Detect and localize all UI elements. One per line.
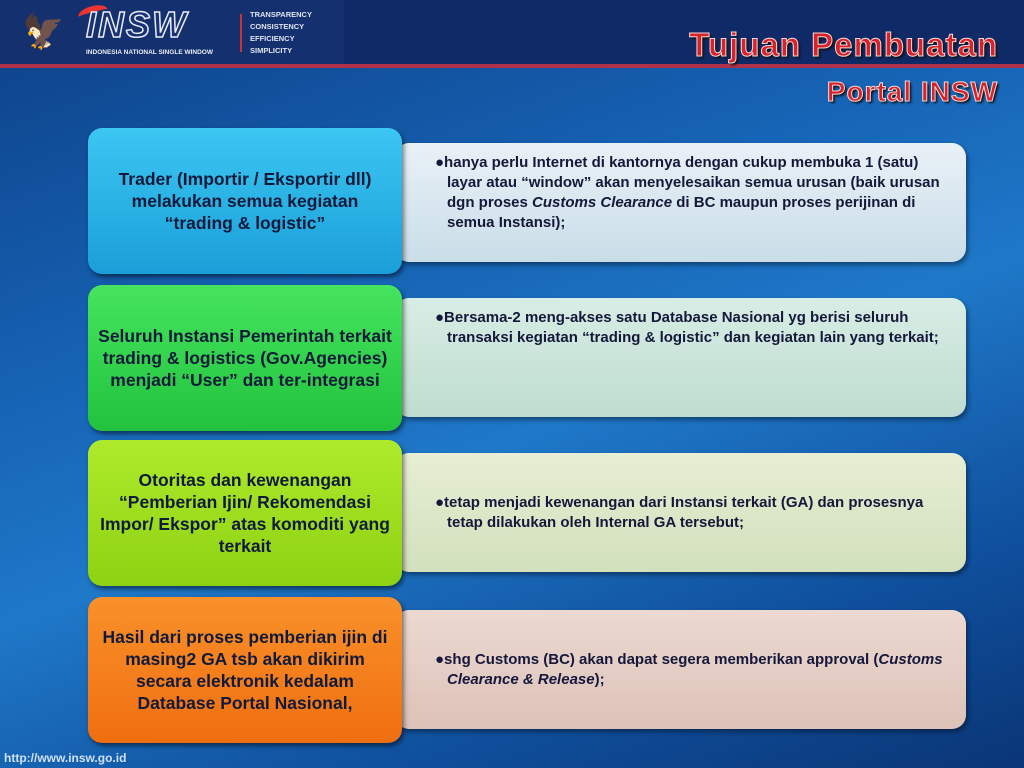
bullet-text: di BC maupun proses perijinan di semua Instansi); (447, 194, 916, 231)
left-box-2: Seluruh Instansi Pemerintah terkait trading & logistics (Gov.Agencies) menjadi “User” dan ter-integrasi (88, 285, 402, 431)
logo-divider (240, 14, 242, 52)
right-box-3 (395, 453, 966, 572)
insw-logo (0, 0, 344, 64)
left-box-1: Trader (Importir / Eksportir dll) melakukan semua kegiatan “trading & logistic” (88, 128, 402, 274)
value-item: CONSISTENCY (250, 22, 305, 31)
logo-subtitle: INDONESIA NATIONAL SINGLE WINDOW (86, 49, 213, 56)
bullet-text: ●shg Customs (BC) akan dapat segera memberikan approval ( (435, 651, 879, 668)
left-box-3: Otoritas dan kewenangan “Pemberian Ijin/ Rekomendasi Impor/ Ekspor” atas komoditi yang terkait (88, 440, 402, 586)
bullet-text: ●hanya perlu Internet di kantornya dengan cukup membuka 1 (satu) layar atau “window” akan menyelesaikan semua urusan (baik urusan dgn proses (435, 154, 940, 211)
slide-title: Tujuan Pembuatan (689, 26, 998, 63)
right-box-2 (395, 298, 966, 417)
slide-subtitle: Portal INSW (826, 76, 998, 107)
logo-text: INSW (86, 4, 188, 45)
bullet-italic: Customs Clearance (532, 194, 673, 211)
bullet-text: ●Bersama-2 meng-akses satu Database Nasional yg berisi seluruh transaksi kegiatan “trading & logistic” dan kegiatan lain yang terkait; (435, 309, 939, 346)
bullet-text: ●tetap menjadi kewenangan dari Instansi terkait (GA) dan prosesnya tetap dilakukan oleh Internal GA tersebut; (435, 494, 924, 531)
value-item: TRANSPARENCY (250, 10, 312, 19)
right-box-1 (395, 143, 966, 262)
bullet-italic: Customs Clearance & Release (447, 651, 943, 688)
header-divider (0, 64, 1024, 68)
bullet-text: ); (594, 671, 605, 688)
left-box-4: Hasil dari proses pemberian ijin di masing2 GA tsb akan dikirim secara elektronik kedalam Database Portal Nasional, (88, 597, 402, 743)
footer-url[interactable]: http://www.insw.go.id (4, 751, 127, 765)
value-item: SIMPLICITY (250, 46, 293, 55)
garuda-emblem-icon: 🦅 (22, 13, 65, 51)
value-item: EFFICIENCY (250, 34, 295, 43)
right-box-4 (395, 610, 966, 729)
logo-values (250, 9, 312, 57)
